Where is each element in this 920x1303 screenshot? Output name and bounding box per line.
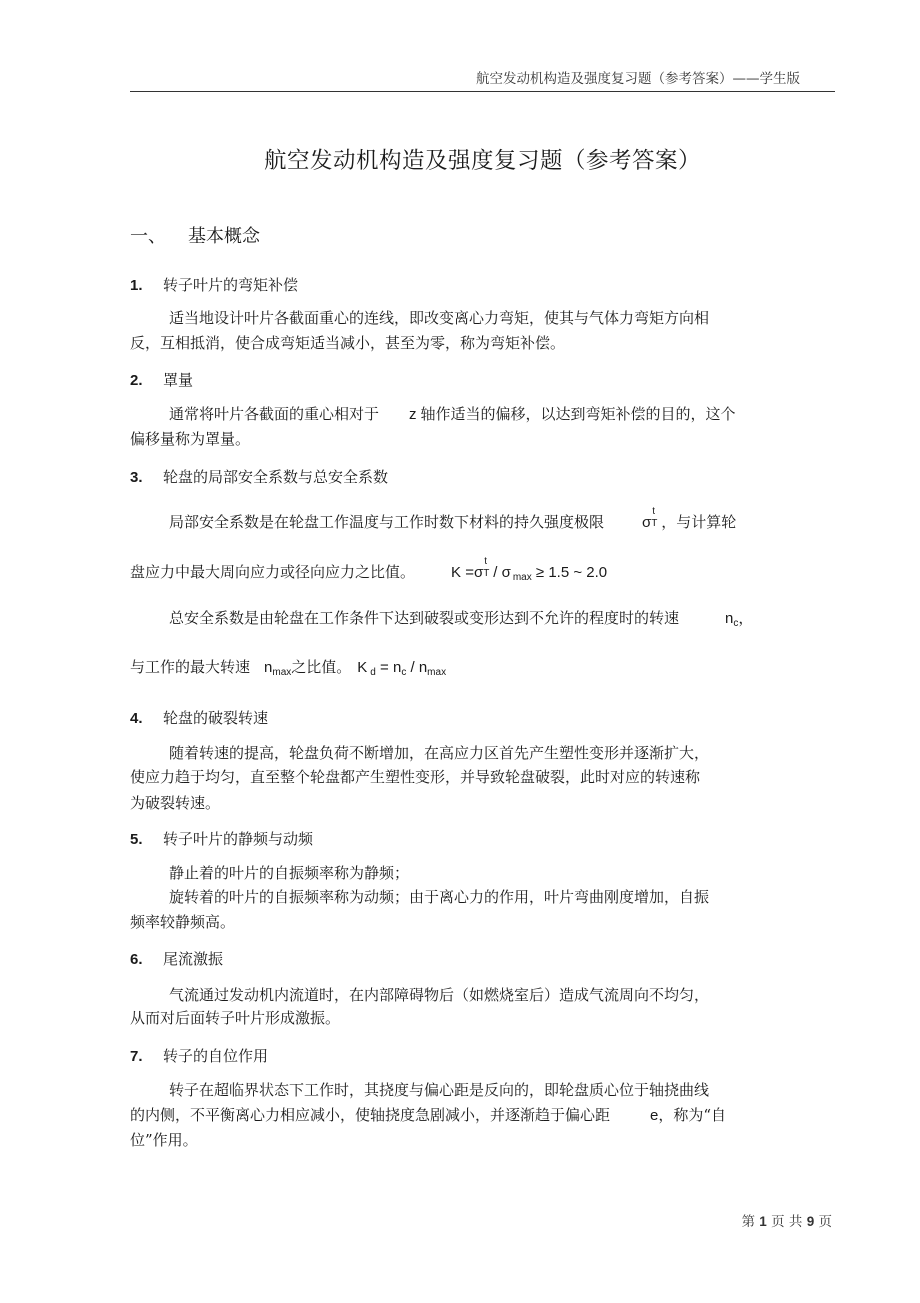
item-heading: 尾流激振 xyxy=(163,950,224,968)
item-5-line: 静止着的叶片的自振频率称为静频； xyxy=(169,864,410,882)
item-number: 4. xyxy=(130,710,143,727)
item-2-line: 通常将叶片各截面的重心相对于 z 轴作适当的偏移，以达到弯矩补偿的目的，这个 xyxy=(169,405,736,423)
nmax-symbol: $n_{max}$ xyxy=(264,659,292,678)
section-number: 一、 xyxy=(130,226,166,247)
item-6-line: 气流通过发动机内流道时，在内部障碍物后（如燃烧室后）造成气流周向不均匀， xyxy=(169,986,710,1004)
item-3-line: 盘应力中最大周向应力或径向应力之比值。 K =σ t T / σ $_{max}$ ≥ 1.5 ~ 2.0 xyxy=(130,556,608,583)
item-number: 1. xyxy=(130,277,143,294)
item-1-line: 适当地设计叶片各截面重心的连线，即改变离心力弯矩，使其与气体力弯矩方向相 xyxy=(169,309,710,327)
item-5-title xyxy=(130,828,313,849)
item-1-line: 反，互相抵消，使合成弯矩适当减小，甚至为零，称为弯矩补偿。 xyxy=(130,334,566,352)
total-safety-formula: K $_d = n_c / n_{max}$ xyxy=(357,659,447,678)
item-3-title xyxy=(130,466,388,487)
e-symbol: e xyxy=(650,1107,659,1124)
item-6-line: 从而对后面转子叶片形成激振。 xyxy=(130,1009,341,1027)
item-heading: 转子叶片的静频与动频 xyxy=(163,830,314,848)
local-safety-formula: K =σ t T / σ $_{max}$ ≥ 1.5 ~ 2.0 xyxy=(451,556,608,583)
header-title: 航空发动机构造及强度复习题（参考答案）——学生版 xyxy=(476,71,800,87)
item-4-title xyxy=(130,707,268,728)
item-6-title xyxy=(130,948,223,969)
item-heading: 转子叶片的弯矩补偿 xyxy=(163,276,299,294)
item-number: 2. xyxy=(130,372,143,389)
item-3-line: 总安全系数是由轮盘在工作条件下达到破裂或变形达到不允许的程度时的转速 $n_c$， xyxy=(169,609,754,629)
page-total: 9 xyxy=(806,1214,815,1229)
item-7-title xyxy=(130,1045,268,1066)
page-footer: 第 1 页 共 9 页 xyxy=(741,1214,832,1230)
item-4-line: 随着转速的提高，轮盘负荷不断增加，在高应力区首先产生塑性变形并逐渐扩大， xyxy=(169,744,710,762)
item-heading: 罩量 xyxy=(163,371,194,389)
item-7-line: 转子在超临界状态下工作时，其挠度与偏心距是反向的，即轮盘质心位于轴挠曲线 xyxy=(169,1081,710,1099)
page-title: 航空发动机构造及强度复习题（参考答案） xyxy=(263,148,701,174)
item-7-line: 位”作用。 xyxy=(130,1131,198,1149)
z-symbol: z xyxy=(409,406,417,423)
item-number: 5. xyxy=(130,831,143,848)
item-heading: 转子的自位作用 xyxy=(163,1047,269,1065)
item-7-line: 的内侧，不平衡离心力相应减小，使轴挠度急剧减小，并逐渐趋于偏心距 e，称为“自 xyxy=(130,1106,727,1124)
item-heading: 轮盘的破裂转速 xyxy=(163,709,269,727)
item-5-line: 频率较静频高。 xyxy=(130,913,236,931)
item-heading: 轮盘的局部安全系数与总安全系数 xyxy=(163,468,389,486)
page-number: 1 xyxy=(759,1214,767,1229)
item-1-title xyxy=(130,274,298,295)
section-label: 基本概念 xyxy=(188,226,260,247)
sigma-limit-formula: σ t T xyxy=(642,506,658,531)
item-number: 3. xyxy=(130,469,143,486)
item-4-line: 使应力趋于均匀，直至整个轮盘都产生塑性变形，并导致轮盘破裂，此时对应的转速称 xyxy=(130,768,701,786)
item-4-line: 为破裂转速。 xyxy=(130,794,221,812)
item-5-line: 旋转着的叶片的自振频率称为动频；由于离心力的作用，叶片弯曲刚度增加，自振 xyxy=(169,888,710,906)
item-2-title xyxy=(130,369,193,390)
item-number: 7. xyxy=(130,1048,143,1065)
section-heading xyxy=(130,222,260,248)
item-number: 6. xyxy=(130,951,143,968)
header-divider xyxy=(130,91,835,92)
item-3-line: 与工作的最大转速 $n_{max}$之比值。 K $_d = n_c / n_{max}$ xyxy=(130,658,447,678)
nc-symbol: $n_c$ xyxy=(725,610,739,629)
item-3-line: 局部安全系数是在轮盘工作温度与工作时数下材料的持久强度极限 σ t T ，与计算轮 xyxy=(169,506,737,531)
item-2-line: 偏移量称为罩量。 xyxy=(130,430,251,448)
